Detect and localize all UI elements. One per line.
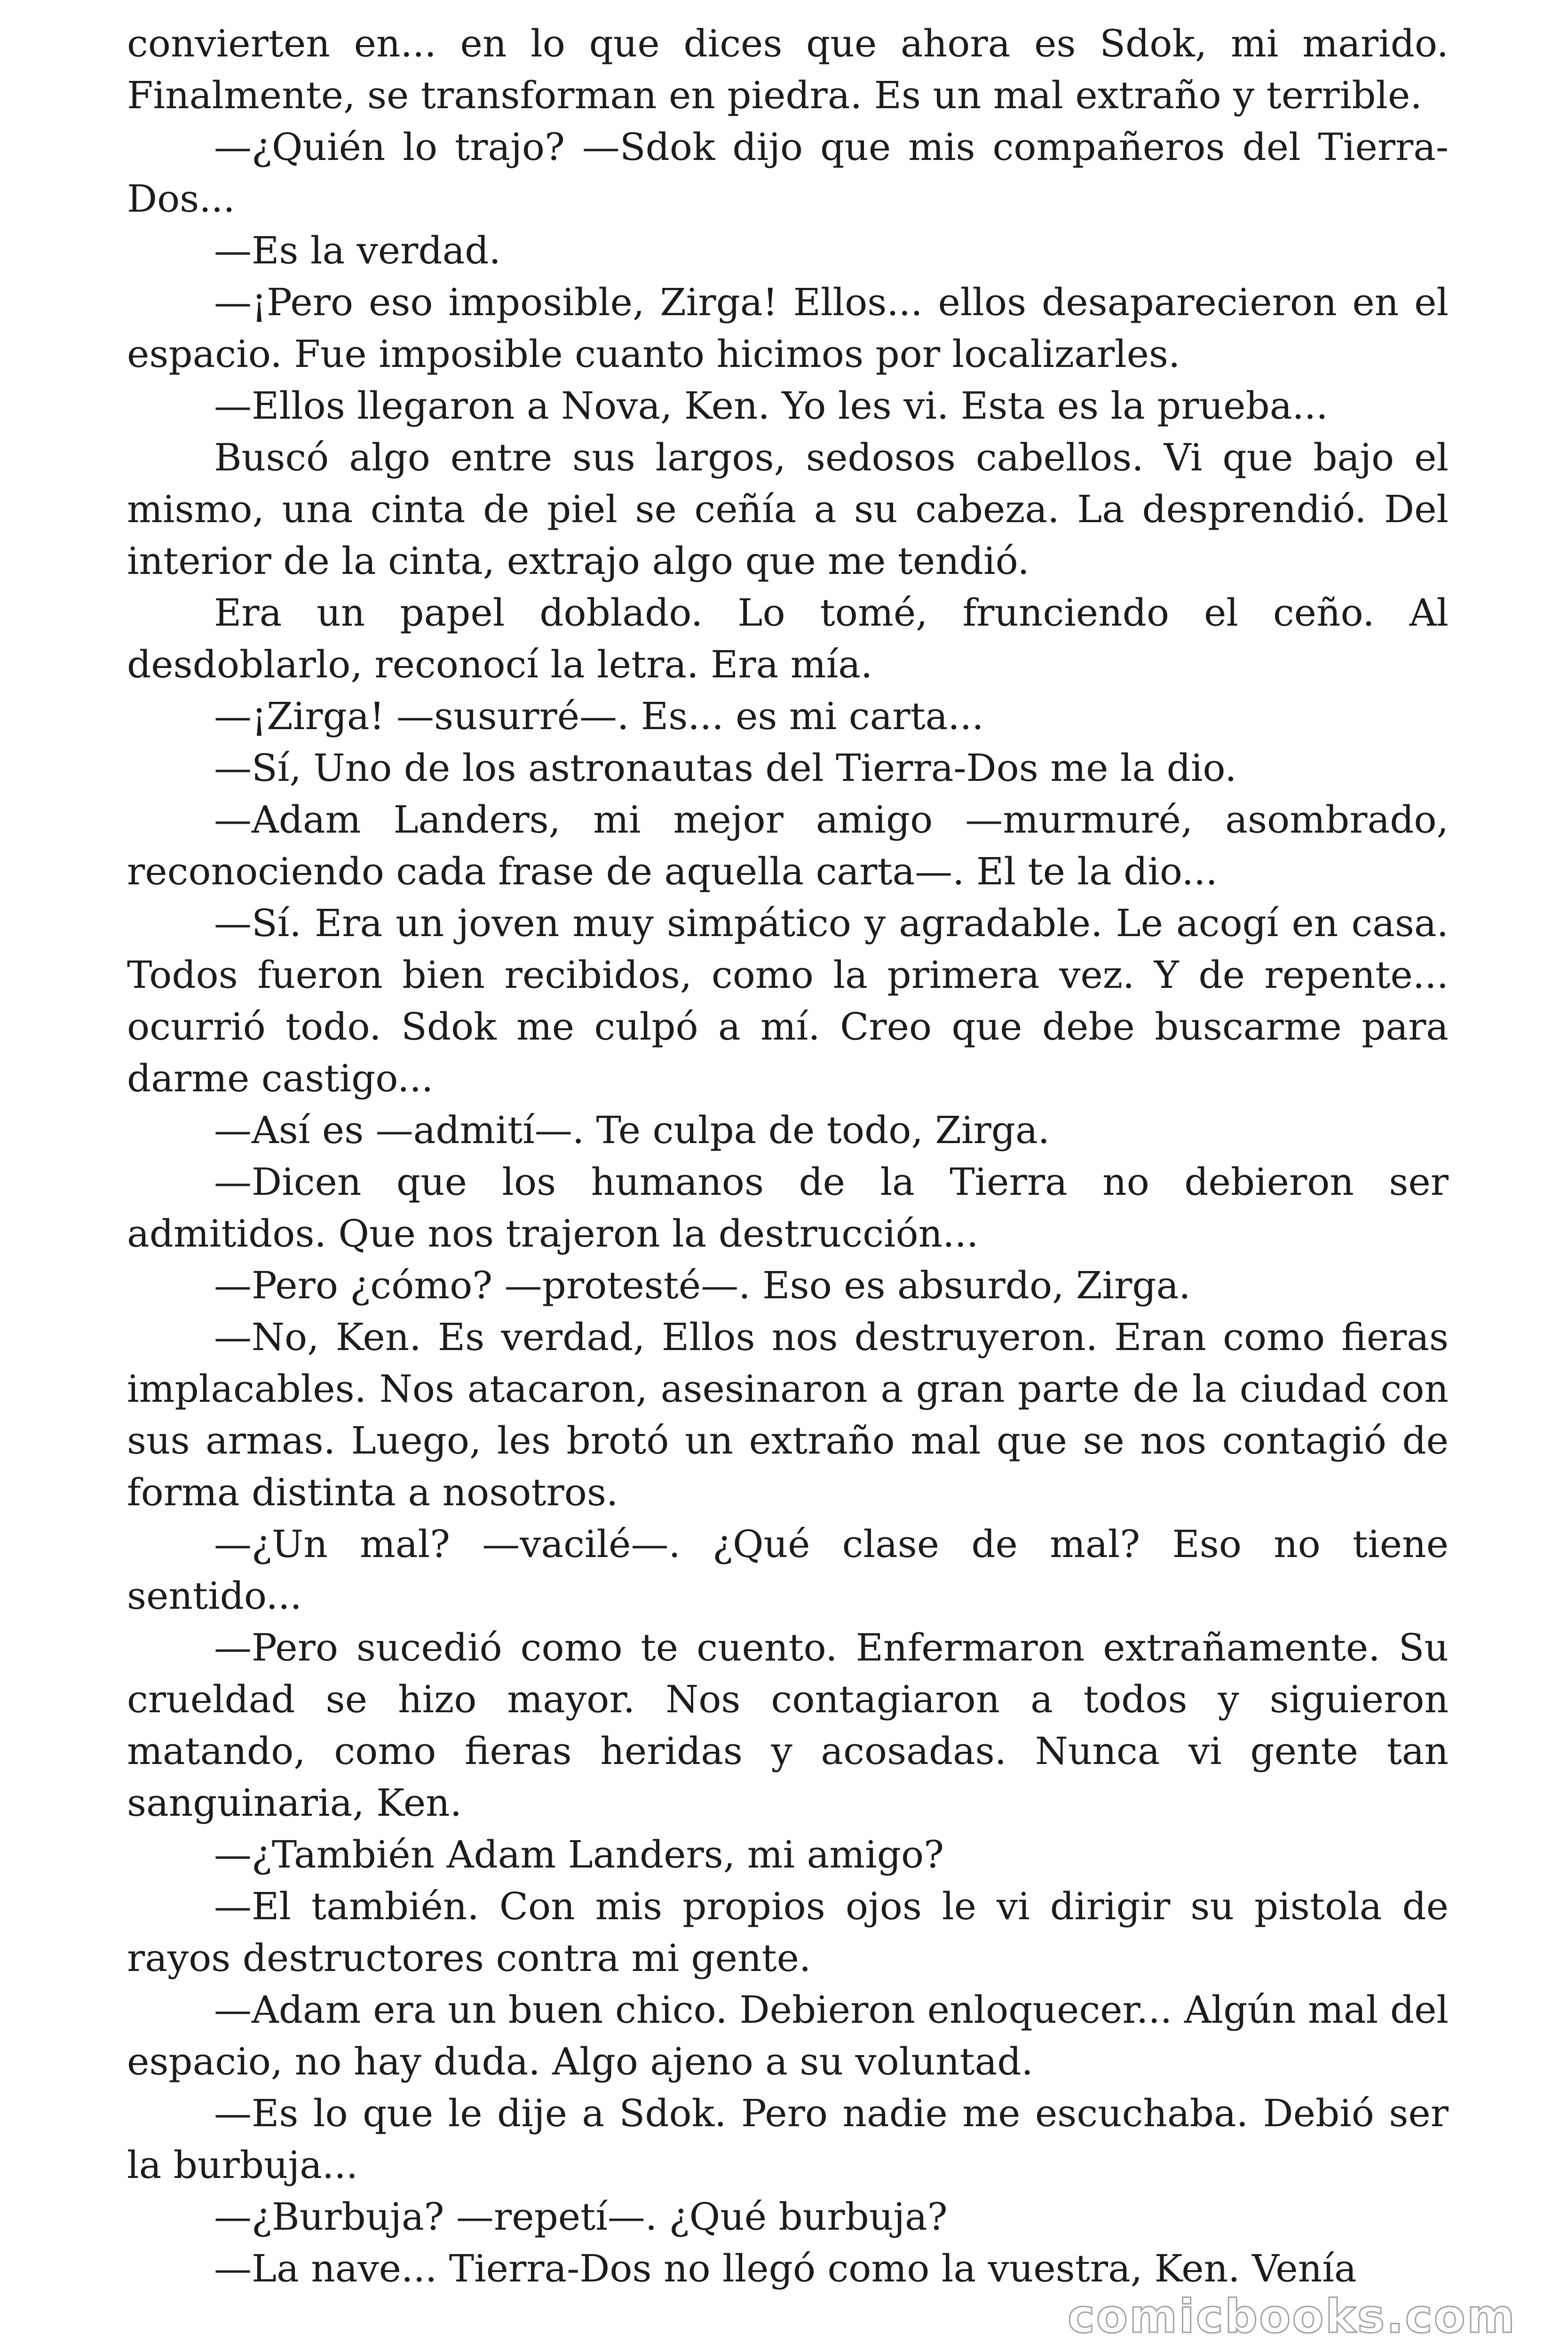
paragraph: —Dicen que los humanos de la Tierra no debieron ser admitidos. Que nos trajeron la destrucción... — [127, 1160, 1449, 1255]
paragraph: —¡Pero eso imposible, Zirga! Ellos... ellos desaparecieron en el espacio. Fue imposible cuanto hicimos por localizarles. — [127, 280, 1449, 376]
paragraph: —¿Burbuja? —repetí—. ¿Qué burbuja? — [214, 2195, 948, 2239]
paragraph: —¿Quién lo trajo? —Sdok dijo que mis compañeros del Tierra-Dos... — [127, 125, 1449, 221]
paragraph: —Adam Landers, mi mejor amigo —murmuré, asombrado, reconociendo cada frase de aquella carta—. El te la dio... — [127, 798, 1449, 893]
paragraph: —No, Ken. Es verdad, Ellos nos destruyeron. Eran como fieras implacables. Nos atacaron, asesinaron a gran parte de la ciudad con sus armas. Luego, les brotó un extraño mal que se nos contagió de forma distinta a nosotros. — [127, 1315, 1449, 1514]
paragraph: —Es lo que le dije a Sdok. Pero nadie me escuchaba. Debió ser la burbuja... — [127, 2091, 1449, 2187]
paragraph: convierten en... en lo que dices que ahora es Sdok, mi marido. Finalmente, se transforman en piedra. Es un mal extraño y terrible. — [127, 22, 1449, 117]
paragraph: —¿Un mal? —vacilé—. ¿Qué clase de mal? Eso no tiene sentido... — [127, 1522, 1449, 1618]
paragraph: —Adam era un buen chico. Debieron enloquecer... Algún mal del espacio, no hay duda. Algo ajeno a su voluntad. — [127, 1988, 1449, 2083]
paragraph: —La nave... Tierra-Dos no llegó como la vuestra, Ken. Venía — [214, 2247, 1357, 2290]
watermark: comicbooks.com — [1067, 2290, 1516, 2344]
page-text — [127, 18, 1449, 2295]
paragraph: —El también. Con mis propios ojos le vi dirigir su pistola de rayos destructores contra mi gente. — [127, 1884, 1449, 1980]
paragraph: —Sí, Uno de los astronautas del Tierra-Dos me la dio. — [214, 746, 1237, 790]
paragraph: —Es la verdad. — [214, 229, 501, 272]
paragraph: Era un papel doblado. Lo tomé, frunciendo el ceño. Al desdoblarlo, reconocí la letra. Era mía. — [127, 591, 1449, 686]
paragraph: —Así es —admití—. Te culpa de todo, Zirga. — [214, 1108, 1050, 1152]
paragraph: —Pero sucedió como te cuento. Enfermaron extrañamente. Su crueldad se hizo mayor. Nos contagiaron a todos y siguieron matando, como fieras heridas y acosadas. Nunca vi gente tan sanguinaria, Ken. — [127, 1626, 1449, 1825]
paragraph: Buscó algo entre sus largos, sedosos cabellos. Vi que bajo el mismo, una cinta de piel se ceñía a su cabeza. La desprendió. Del interior de la cinta, extrajo algo que me tendió. — [127, 436, 1449, 583]
paragraph: —Ellos llegaron a Nova, Ken. Yo les vi. Esta es la prueba... — [214, 384, 1328, 428]
paragraph: —¿También Adam Landers, mi amigo? — [214, 1833, 944, 1876]
paragraph: —¡Zirga! —susurré—. Es... es mi carta... — [214, 694, 984, 738]
paragraph: —Sí. Era un joven muy simpático y agradable. Le acogí en casa. Todos fueron bien recibidos, como la primera vez. Y de repente... ocurrió todo. Sdok me culpó a mí. Creo que debe buscarme para darme castigo... — [127, 901, 1449, 1100]
paragraph: —Pero ¿cómo? —protesté—. Eso es absurdo, Zirga. — [214, 1263, 1191, 1307]
